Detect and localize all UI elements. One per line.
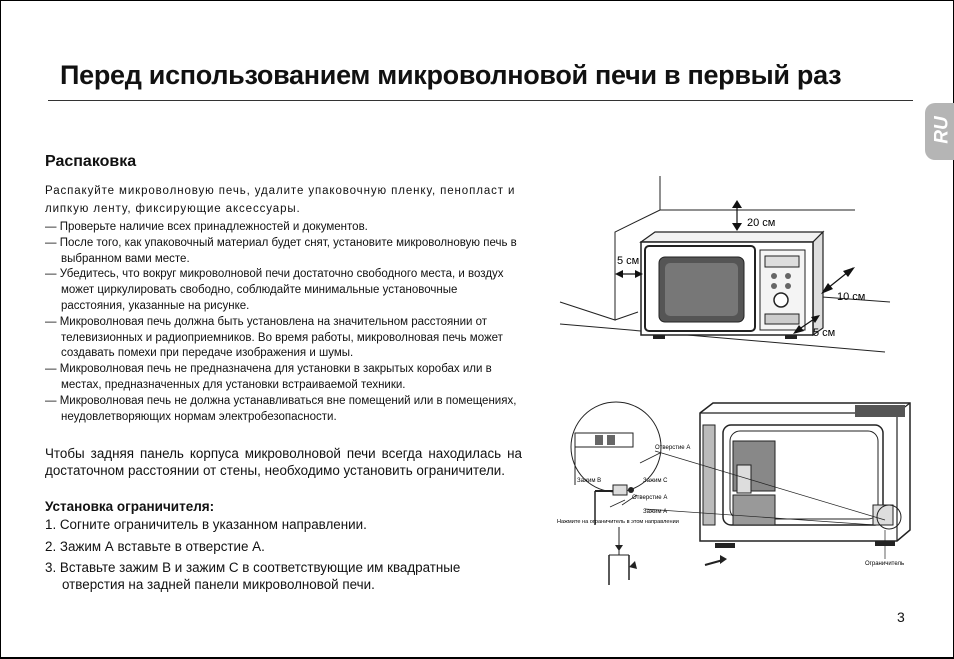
bullet-item: — Микроволновая печь должна быть установлена на значительном расстоянии от телевизионных и радиоприемников. Во время работы, микроволновая печь может создавать помехи при передаче изображения и шумы.: [45, 315, 503, 360]
label-back-gap: 10 см: [837, 291, 866, 303]
step-item: 3. Вставьте зажим В и зажим С в соответствующие им квадратные отверстия на задней панели микроволновой печи.: [45, 560, 461, 592]
installation-steps: [45, 517, 525, 598]
bullet-item: — После того, как упаковочный материал будет снят, установите микроволновую печь в выбранном вами месте.: [45, 236, 517, 265]
label-clip-a: Зажим А: [643, 509, 668, 515]
language-tab: [925, 103, 954, 160]
intro-paragraph: Распакуйте микроволновую печь, удалите упаковочную пленку, пенопласт и липкую ленту, фиксирующие аксессуары.: [45, 185, 516, 215]
limiter-subheading: Установка ограничителя:: [45, 499, 215, 514]
label-top-gap: 20 см: [747, 217, 776, 229]
page-title: Перед использованием микроволновой печи в первый раз: [60, 60, 842, 90]
step-item: 1. Согните ограничитель в указанном направлении.: [45, 517, 367, 532]
bullet-item: — Микроволновая печь не предназначена для установки в закрытых коробах или в местах, предназначенных для установки встраиваемой техники.: [45, 363, 492, 391]
page-border-top: [0, 0, 954, 1]
language-tab-label: RU: [931, 116, 953, 144]
label-side-gap: 5 см: [813, 327, 836, 339]
label-clip-b: Зажим В: [577, 478, 602, 484]
label-press-direction: Нажмите на ограничитель в этом направлении: [557, 519, 679, 525]
bullet-item: — Проверьте наличие всех принадлежностей и документов.: [45, 221, 368, 233]
label-clip-c: Зажим С: [643, 478, 668, 484]
bullet-item: — Микроволновая печь не должна устанавливаться вне помещений или в помещениях, неудовлетворяющих нормам электробезопасности.: [45, 394, 517, 423]
label-limiter: Ограничитель: [865, 561, 905, 567]
unpacking-bullets: [45, 220, 523, 425]
clearance-diagram: [555, 172, 895, 357]
label-hole-a-detail: Отверстие А: [632, 495, 668, 501]
title-divider: [48, 100, 913, 101]
section-title: Распаковка: [45, 153, 137, 170]
page-number: 3: [897, 609, 905, 625]
limiter-paragraph: Чтобы задняя панель корпуса микроволновой печи всегда находилась на достаточном расстоянии от стены, необходимо установить ограничители.: [45, 446, 522, 478]
label-left-gap: 5 см: [617, 255, 640, 267]
page-border-left: [0, 0, 1, 659]
limiter-installation-diagram: [555, 395, 915, 595]
label-hole-a: Отверстие А: [655, 445, 691, 451]
bullet-item: — Убедитесь, что вокруг микроволновой печи достаточно свободного места, и воздух может циркулировать свободно, соблюдайте минимальные установочные расстояния, указанные на рисунке.: [45, 268, 504, 312]
step-item: 2. Зажим А вставьте в отверстие А.: [45, 538, 265, 554]
